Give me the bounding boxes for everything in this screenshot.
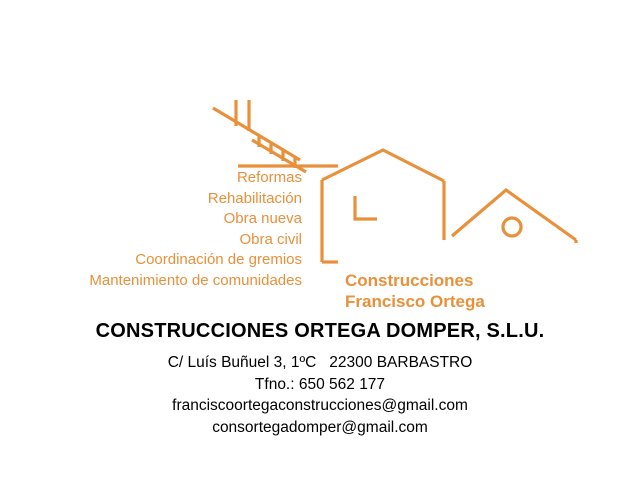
contact-email-primary[interactable]: franciscoortegaconstrucciones@gmail.com — [172, 397, 468, 414]
contact-email-secondary[interactable]: consortegadomper@gmail.com — [212, 418, 428, 436]
contact-block — [0, 352, 640, 438]
contact-phone: Tfno.: 650 562 177 — [254, 375, 386, 393]
company-legal-name: CONSTRUCCIONES ORTEGA DOMPER, S.L.U. — [95, 320, 545, 342]
contact-address: C/ Luís Buñuel 3, 1ºC 22300 BARBASTRO — [167, 354, 473, 371]
services-list — [40, 168, 302, 291]
brand-line-2: Francisco Ortega — [345, 292, 485, 311]
service-item: Rehabilitación — [207, 189, 302, 207]
service-item: Reformas — [236, 169, 302, 186]
service-item: Mantenimiento de comunidades — [89, 271, 302, 289]
brand-block — [345, 270, 485, 312]
brand-line-1: Construcciones — [345, 271, 474, 290]
service-item: Obra civil — [239, 230, 302, 248]
service-item: Obra nueva — [223, 210, 302, 227]
service-item: Coordinación de gremios — [135, 251, 302, 268]
